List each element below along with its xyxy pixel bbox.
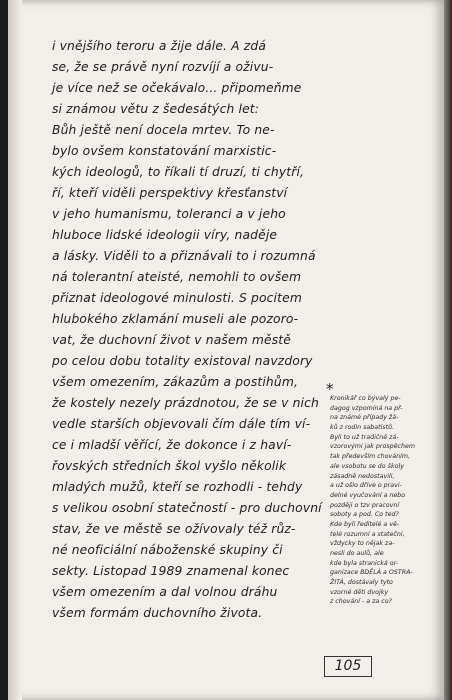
note-line: ků z rodin sabatistů.: [330, 424, 395, 432]
note-line: Kronikář co bývalý pe-: [330, 395, 401, 402]
text-line: se, že se právě nyní rozvíjí a oživu-: [52, 60, 274, 74]
note-line: tak především chováním,: [330, 453, 410, 461]
note-line: telé rozumní a statečni,: [330, 530, 405, 538]
note-line: Kde byli ředitelé a vě-: [330, 520, 400, 528]
text-line: a lásky. Viděli to a přiznávali to i rozumná: [52, 249, 316, 263]
footnote-asterisk: *: [326, 380, 334, 398]
note-line: zásadně nedostavili,: [330, 472, 395, 480]
text-line: hluboce lidské ideologii víry, naděje: [52, 228, 278, 242]
page-gutter: [8, 0, 22, 700]
text-line: řovských středních škol vyšlo několik: [52, 459, 287, 473]
text-line: všem omezením, zákazům a postihům,: [52, 375, 299, 389]
text-line: kých ideologů, to říkali tí druzí, ti chytří,: [52, 165, 305, 179]
text-line: si známou větu z šedesátých let:: [52, 102, 260, 116]
book-edge: [444, 0, 452, 700]
note-line: ganizace BDĚLÁ a OSTRA-: [330, 569, 413, 577]
margin-note: [330, 394, 442, 607]
text-line: né neoficiální náboženské skupiny či: [52, 543, 283, 557]
note-line: z chování - a za co?: [330, 598, 392, 606]
text-line: Bůh ještě není docela mrtev. To ne-: [52, 123, 275, 137]
note-line: vždycky to nějak za-: [330, 540, 395, 548]
note-line: vzorovými jak prospěchem: [330, 443, 415, 451]
text-line: stav, že ve městě se ožívovaly též růz-: [52, 522, 296, 536]
text-line: s velikou osobní statečností - pro duchovní: [52, 501, 322, 515]
text-line: ří, kteří viděli perspektivy křesťanství: [52, 186, 288, 200]
text-line: že kostely nezely prázdnotou, že se v nich: [52, 396, 319, 410]
note-line: ŽITÁ, dostávaly tyto: [330, 579, 393, 587]
text-line: i vnějšího teroru a žije dále. A zdá: [52, 39, 267, 53]
note-line: dagog vzpomíná na př-: [330, 404, 403, 412]
text-line: v jeho humanismu, toleranci a v jeho: [52, 207, 286, 221]
text-line: vat, že duchovní život v našem městě: [52, 333, 291, 347]
note-line: a už ošlo dříve o pravi-: [330, 482, 402, 490]
page-number: 105: [324, 656, 372, 677]
text-line: je více než se očekávalo... připomeňme: [52, 81, 302, 95]
note-line: na známé případy žá-: [330, 414, 399, 422]
text-line: po celou dobu totality existoval navzdory: [52, 354, 313, 368]
text-line: hlubokého zklamání museli ale pozoro-: [52, 312, 299, 326]
note-line: ale vsobotu se do školy: [330, 462, 404, 470]
note-line: nesli do aulů, ale: [330, 550, 384, 557]
note-line: delné vyučování a nebo: [330, 491, 406, 499]
note-line: soboty a pod. Co ted?: [330, 511, 399, 519]
text-line: ná tolerantní ateisté, nemohli to ovšem: [52, 270, 302, 284]
note-line: kde byla stranická or-: [330, 559, 399, 567]
main-text-block: [52, 36, 332, 624]
text-line: vedle starších objevovali čím dále tím ví-: [52, 417, 311, 431]
note-line: Byli to už tradičně zá-: [330, 433, 399, 441]
text-line: všem formám duchovního života.: [52, 606, 263, 620]
text-line: přiznat ideologové minulosti. S pocitem: [52, 291, 302, 305]
text-line: sekty. Listopad 1989 znamenal konec: [52, 564, 290, 578]
text-line: mladých mužů, kteří se rozhodli - tehdy: [52, 480, 303, 494]
text-line: ce i mladší věřící, že dokonce i z haví-: [52, 438, 292, 452]
note-line: vzorné děti dvojky: [330, 588, 389, 596]
text-line: všem omezením a dal volnou dráhu: [52, 585, 278, 599]
text-line: bylo ovšem konstatování marxistic-: [52, 144, 277, 158]
note-line: později o tzv pracovní: [330, 501, 400, 509]
